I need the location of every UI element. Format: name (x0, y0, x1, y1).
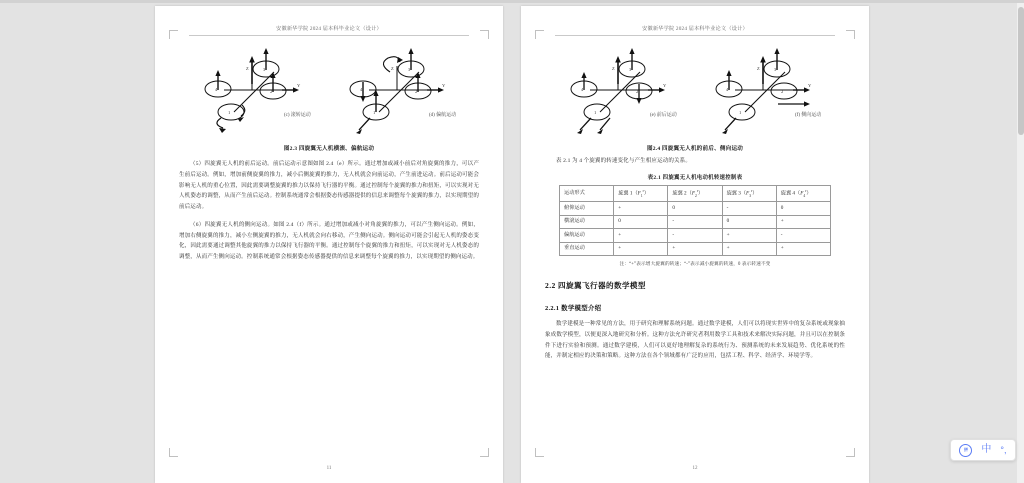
subfigure-label-e: (e) 前后运动 (650, 113, 677, 119)
ime-logo-icon[interactable]: 拼 (959, 444, 972, 457)
subfigure-label-d: (d) 偏航运动 (429, 113, 457, 119)
table-header-row (560, 185, 831, 202)
ime-floating-toolbar[interactable] (950, 439, 1016, 461)
figure-2-4 (545, 44, 845, 136)
svg-text:Y: Y (442, 83, 446, 89)
cell-rotor-3: - (722, 202, 776, 216)
page-number-right: 12 (692, 466, 698, 471)
svg-text:Y: Y (297, 83, 301, 89)
cell-rotor-3: 0 (722, 215, 776, 229)
quadcopter-diagram-roll-yaw (194, 44, 464, 136)
header-rule-right (555, 35, 835, 36)
subfigure-label-f: (f) 侧向运动 (795, 113, 822, 119)
crop-mark-bottom-right (480, 448, 489, 457)
cell-rotor-4: - (776, 229, 830, 243)
svg-text:4: 4 (726, 87, 729, 93)
svg-text:2: 2 (781, 89, 784, 95)
svg-text:1: 1 (228, 110, 231, 116)
subsection-heading-2-2-1: 2.2.1 数学模型介绍 (545, 305, 602, 313)
table-header-rotor-2: 旋翼 $2(F_2^r)$ (668, 185, 722, 202)
table-row (560, 215, 831, 229)
figure-2-3 (179, 44, 479, 136)
svg-text:4: 4 (581, 87, 584, 93)
table-header-rotor-4: 旋翼 $4(F_4^r)$ (776, 185, 830, 202)
table-row (560, 229, 831, 243)
page-container (0, 6, 1024, 483)
vertical-scrollbar[interactable] (1017, 3, 1024, 483)
scrollbar-thumb[interactable] (1018, 7, 1024, 135)
page-number-left: 11 (326, 466, 332, 471)
cell-rotor-1: + (614, 229, 668, 243)
viewer-topbar (0, 0, 1024, 3)
cell-rotor-4: 0 (776, 202, 830, 216)
svg-text:3: 3 (629, 67, 632, 73)
subfigure-label-c: (c) 滚转运动 (284, 113, 311, 119)
table-header-rotor-1: 旋翼 $1(F_1^r)$ (614, 185, 668, 202)
ime-punctuation-button[interactable]: °, (1000, 444, 1007, 455)
cell-rotor-4: + (776, 215, 830, 229)
cell-rotor-4: + (776, 242, 830, 256)
figure-caption-2-4: 图2.4 四旋翼无人机的前后、侧向运动 (646, 146, 744, 153)
svg-text:2: 2 (270, 89, 273, 95)
svg-text:Z: Z (246, 66, 249, 72)
crop-mark-bottom-left (535, 448, 544, 457)
svg-text:4: 4 (215, 87, 218, 93)
cell-rotor-2: - (668, 229, 722, 243)
cell-rotor-2: - (668, 215, 722, 229)
cell-motion: 俯仰运动 (560, 202, 614, 216)
table-lead-text: 表 2.1 为 4 个旋翼的转速变化与产生相应运动的关系。 (556, 158, 691, 165)
crop-mark-bottom-left (169, 448, 178, 457)
svg-text:3: 3 (408, 67, 411, 73)
crop-mark-top-right (480, 30, 489, 39)
svg-text:2: 2 (415, 89, 418, 95)
crop-mark-top-left (535, 30, 544, 39)
svg-text:3: 3 (263, 67, 266, 73)
ime-language-mode-button[interactable]: 中 (981, 444, 992, 455)
crop-mark-top-right (846, 30, 855, 39)
table-note: 注：“+”表示增大旋翼的转速；“-”表示减小旋翼的转速，0 表示转速不变 (619, 262, 771, 268)
page-header-left: 安徽新华学院 2024 届本科毕业论文（设计） (276, 26, 382, 32)
svg-text:1: 1 (739, 110, 742, 116)
document-page-right[interactable] (521, 6, 869, 483)
svg-text:Z: Z (757, 66, 760, 72)
paragraph-6: （6）四旋翼无人机的侧向运动。如图 2.4（f）所示。通过增加或减小对角旋翼的推力，可以产生侧向运动。例如，增加右侧旋翼的推力，减小左侧旋翼的推力，无人机就会向右移动，产生侧向运动。侧向运动可能会引起无人机的姿态变化，因此需要通过调整其他旋翼的推力以保持飞行器的平衡。通过控制每个旋翼的推力和扭矩，可以实现对无人机姿态的调整，从而产生侧向运动。控制系统通常会根据姿态传感器提供的信息来调整每个旋翼的推力，以实现期望的侧向运动。 (179, 221, 479, 260)
cell-motion: 偏航运动 (560, 229, 614, 243)
svg-text:Z: Z (612, 66, 615, 72)
table-header-motion: 运动形式 (560, 185, 614, 202)
cell-rotor-2: + (668, 242, 722, 256)
svg-text:3: 3 (774, 67, 777, 73)
header-rule-left (189, 35, 469, 36)
svg-text:Y: Y (808, 83, 812, 89)
svg-text:2: 2 (636, 89, 639, 95)
table-row (560, 242, 831, 256)
figure-caption-2-3: 图2.3 四旋翼无人机横滚、偏航运动 (283, 146, 375, 153)
document-page-left[interactable] (155, 6, 503, 483)
rotor-speed-table (559, 185, 831, 257)
cell-rotor-1: 0 (614, 215, 668, 229)
cell-rotor-1: + (614, 202, 668, 216)
svg-text:Z: Z (391, 66, 394, 72)
table-title: 表2.1 四旋翼无人机电动机转速控制表 (647, 174, 743, 181)
crop-mark-top-left (169, 30, 178, 39)
cell-rotor-2: 0 (668, 202, 722, 216)
page-header-right: 安徽新华学院 2024 届本科毕业论文（设计） (642, 26, 748, 32)
cell-rotor-3: + (722, 242, 776, 256)
section-heading-2-2: 2.2 四旋翼飞行器的数学模型 (545, 281, 646, 291)
quadcopter-diagram-forward-lateral (560, 44, 830, 136)
paragraph-math-model: 数学建模是一种常见的方法，用于研究和理解系统问题。通过数学建模，人们可以将现实世界中的复杂系统或现象抽象成数学模型，以便更深入地研究和分析。这种方法允许研究者利用数学工具和技术来解决实际问题，并且可以在控制条件下进行实验和预测。通过数学建模，人们可以更好地理解复杂的系统行为、预测系统的未来发展趋势、优化系统的性能，并制定相应的决策和策略。这种方法在各个领域都有广泛的应用，包括工程、科学、经济学、环境学等。 (545, 321, 845, 360)
table-header-rotor-3: 旋翼 $3(F_3^r)$ (722, 185, 776, 202)
svg-text:Y: Y (663, 83, 667, 89)
cell-motion: 垂直运动 (560, 242, 614, 256)
cell-rotor-3: + (722, 229, 776, 243)
cell-motion: 横滚运动 (560, 215, 614, 229)
paragraph-5: （5）四旋翼无人机的前后运动。前后运动示意图如图 2.4（e）所示。通过增加或减小前后对角旋翼的推力，可以产生前后运动。例如，增加前侧旋翼的推力，减小后侧旋翼的推力，无人机就会向前运动，产生前进运动。前后运动可能会影响无人机的重心位置，因此需要调整旋翼的推力以保持飞行器的平衡。通过控制每个旋翼的推力和扭矩，可以实现对无人机姿态的调整，从而产生前后运动。控制系统通常会根据姿态传感器提供的信息来调整每个旋翼的推力，以实现期望的前后运动。 (179, 161, 479, 211)
crop-mark-bottom-right (846, 448, 855, 457)
table-row (560, 202, 831, 216)
svg-text:1: 1 (373, 110, 376, 116)
cell-rotor-1: + (614, 242, 668, 256)
svg-text:4: 4 (360, 87, 363, 93)
svg-text:1: 1 (594, 110, 597, 116)
